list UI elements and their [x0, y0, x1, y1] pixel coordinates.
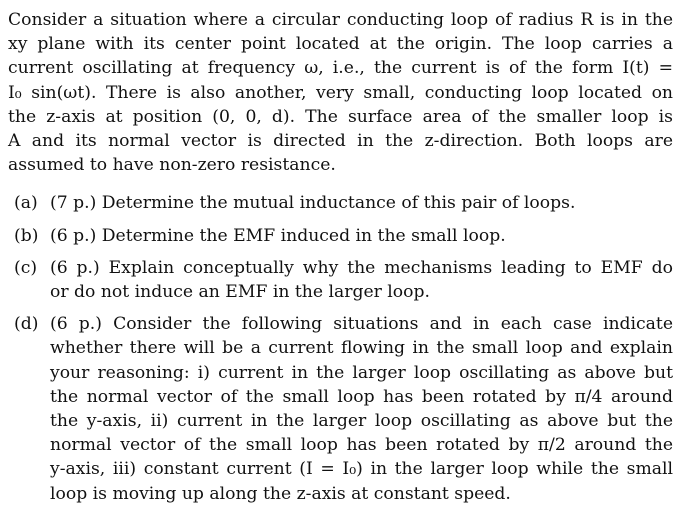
question-list: [8, 191, 673, 505]
intro-line: Consider a situation where a circular conducting loop of radius R is in the: [8, 10, 673, 30]
intro-line: assumed to have non-zero resistance.: [8, 155, 336, 176]
intro-line: the z-axis at position (0, 0, d). The surface area of the smaller loop is: [8, 106, 673, 127]
question-text: [50, 312, 673, 506]
question-item-b: [8, 224, 673, 248]
question-line: y-axis, iii) constant current (I = I₀) in the larger loop while the small: [50, 459, 673, 480]
question-text: [50, 224, 673, 248]
question-item-d: [8, 312, 673, 506]
question-label: (d): [14, 314, 39, 335]
question-label: (c): [14, 257, 38, 278]
intro-line: xy plane with its center point located at the origin. The loop carries a: [8, 34, 673, 55]
question-line: or do not induce an EMF in the larger loop.: [50, 282, 430, 303]
question-text: [50, 191, 673, 215]
question-text: [50, 256, 673, 304]
question-line: whether there will be a current flowing in the small loop and explain: [50, 338, 673, 359]
question-label: (a): [14, 193, 38, 214]
question-line: your reasoning: i) current in the larger loop oscillating as above but: [50, 362, 673, 383]
question-label: (b): [14, 225, 39, 246]
question-line: (6 p.) Consider the following situations and in each case indicate: [50, 314, 673, 335]
question-item-c: [8, 256, 673, 304]
question-line: loop is moving up along the z-axis at constant speed.: [50, 483, 511, 504]
question-line: (6 p.) Determine the EMF induced in the small loop.: [50, 225, 506, 246]
question-line: normal vector of the small loop has been rotated by π/2 around the: [50, 435, 673, 456]
intro-line: A and its normal vector is directed in the z-direction. Both loops are: [8, 131, 673, 152]
question-item-a: [8, 191, 673, 215]
intro-line: current oscillating at frequency ω, i.e., the current is of the form I(t) =: [8, 58, 673, 79]
question-line: (7 p.) Determine the mutual inductance of this pair of loops.: [50, 193, 576, 214]
intro-line: I₀ sin(ωt). There is also another, very small, conducting loop located on: [8, 82, 673, 103]
question-line: (6 p.) Explain conceptually why the mechanisms leading to EMF do: [50, 257, 673, 278]
problem-statement: [8, 8, 673, 177]
question-line: the y-axis, ii) current in the larger loop oscillating as above but the: [50, 411, 673, 432]
question-line: the normal vector of the small loop has been rotated by π/4 around: [50, 386, 673, 407]
